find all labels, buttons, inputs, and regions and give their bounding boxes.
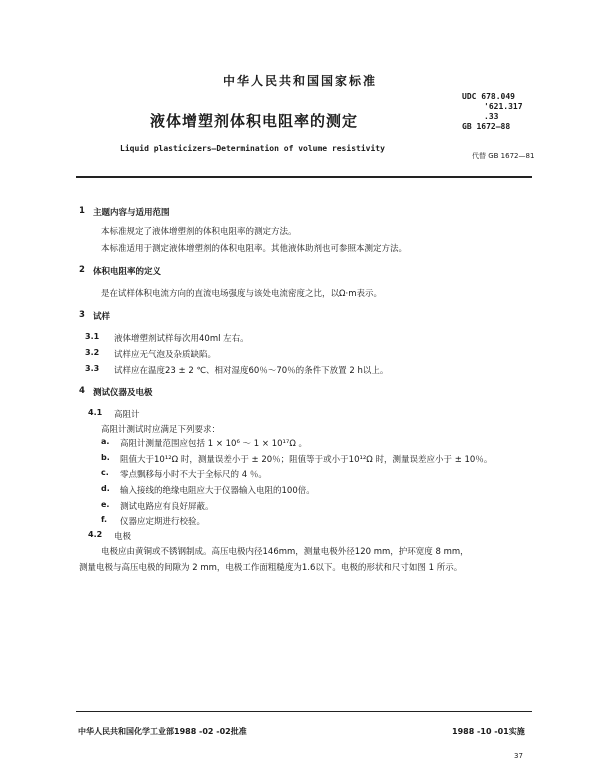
document-title-cn: 液体增塑剂体积电阻率的测定 <box>150 112 359 130</box>
subsection-4-1-title: 高阻计 <box>114 410 140 420</box>
requirement-a-label: a. <box>101 437 110 446</box>
section-3-title: 试样 <box>93 312 111 322</box>
item-3-1-number: 3.1 <box>85 332 100 341</box>
subsection-4-2-line-2: 测量电极与高压电极的间隙为 2 mm，电极工作面粗糙度为1.6以下。电极的形状和尺寸如图 1 所示。 <box>79 563 463 573</box>
footer-rule <box>76 711 532 712</box>
section-2-title: 体积电阻率的定义 <box>93 267 162 277</box>
item-3-1-text: 液体增塑剂试样每次用40ml 左右。 <box>114 334 249 344</box>
subsection-4-2-line-1: 电极应由黄铜或不锈钢制成。高压电极内径146mm，测量电极外径120 mm，护环宽度 8 mm， <box>101 547 469 557</box>
requirement-c-text: 零点飘移每小时不大于全标尺的 4 ％。 <box>120 470 267 480</box>
section-2-number: 2 <box>79 265 85 275</box>
requirement-c-label: c. <box>101 468 109 477</box>
section-4-title: 测试仪器及电极 <box>93 388 153 398</box>
requirement-b-label: b. <box>101 453 110 462</box>
udc-code-cont-2: .33 <box>484 112 499 121</box>
subsection-4-1-number: 4.1 <box>88 408 103 417</box>
subsection-4-2-number: 4.2 <box>88 530 103 539</box>
udc-code-cont-1: '621.317 <box>484 102 523 111</box>
approval-date: 中华人民共和国化学工业部1988 -02 -02批准 <box>78 727 247 736</box>
replaces-note: 代替 GB 1672—81 <box>472 152 535 160</box>
section-3-number: 3 <box>79 310 85 320</box>
header-rule <box>76 176 532 178</box>
document-title-en: Liquid plasticizers—Determination of volume resistivity <box>120 144 385 153</box>
requirement-d-label: d. <box>101 484 110 493</box>
standard-codes <box>462 92 523 132</box>
udc-code: UDC 678.049 <box>462 92 515 101</box>
subsection-4-1-intro: 高阻计测试时应满足下列要求： <box>101 425 221 435</box>
effective-date: 1988 -10 -01实施 <box>452 727 525 736</box>
requirement-d-text: 输入接线的绝缘电阻应大于仪器输入电阻的100倍。 <box>120 486 315 496</box>
subsection-4-2-title: 电极 <box>114 532 132 542</box>
national-standard-heading: 中华人民共和国国家标准 <box>222 74 377 88</box>
item-3-3-text: 试样应在温度23 ± 2 ℃、相对湿度60％～70％的条件下放置 2 h以上。 <box>114 366 389 376</box>
section-1-para-1: 本标准规定了液体增塑剂的体积电阻率的测定方法。 <box>101 227 297 237</box>
requirement-f-label: f. <box>101 515 108 524</box>
requirement-e-text: 测试电路应有良好屏蔽。 <box>120 502 214 512</box>
section-1-title: 主题内容与适用范围 <box>93 208 170 218</box>
requirement-a-text: 高阻计测量范围应包括 1 × 10⁶ ～ 1 × 10¹⁷Ω 。 <box>120 439 308 449</box>
page-number: 37 <box>514 752 523 760</box>
item-3-3-number: 3.3 <box>85 364 100 373</box>
item-3-2-text: 试样应无气泡及杂质缺陷。 <box>114 350 217 360</box>
gb-code: GB 1672—88 <box>462 122 511 131</box>
section-4-number: 4 <box>79 386 85 396</box>
requirement-b-text: 阻值大于10¹²Ω 时，测量误差小于 ± 20％；阻值等于或小于10¹²Ω 时，测量误差应小于 ± 10％。 <box>120 455 493 465</box>
section-1-number: 1 <box>79 206 85 216</box>
section-2-para-1: 是在试样体积电流方向的直流电场强度与该处电流密度之比，以Ω·m表示。 <box>101 289 382 299</box>
item-3-2-number: 3.2 <box>85 348 100 357</box>
requirement-f-text: 仪器应定期进行校验。 <box>120 517 206 527</box>
section-1-para-2: 本标准适用于测定液体增塑剂的体积电阻率。其他液体助剂也可参照本测定方法。 <box>101 244 408 254</box>
requirement-e-label: e. <box>101 500 110 509</box>
